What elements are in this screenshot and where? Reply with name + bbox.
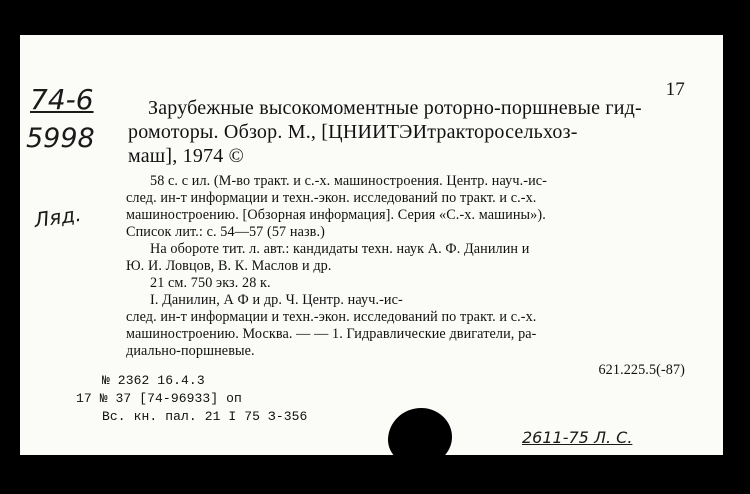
desc-line-5: На обороте тит. л. авт.: кандидаты техн. наук А. Ф. Данилин и (150, 241, 530, 257)
desc-line-8: I. Данилин, А Ф и др. Ч. Центр. науч.-ис- (150, 292, 403, 308)
desc-line-10: машиностроению. Москва. — — 1. Гидравлические двигатели, ра- (126, 326, 537, 342)
footer-line-2: 17 № 37 [74-96933] оп (76, 391, 242, 406)
handwritten-accession-number: 5998 (26, 123, 95, 154)
handwritten-bottom-note: 2611-75 Л. С. (522, 428, 633, 447)
desc-line-1: 58 с. с ил. (М-во тракт. и с.-х. машиностроения. Центр. науч.-ис- (150, 173, 547, 189)
page-number: 17 (665, 79, 685, 100)
handwritten-side-note: Ляд. (32, 201, 83, 233)
title-line-2: ромоторы. Обзор. М., [ЦНИИТЭИтракторосельхоз- (128, 121, 578, 143)
title-line-3: маш], 1974 © (128, 145, 245, 167)
desc-line-4: Список лит.: с. 54—57 (57 назв.) (126, 224, 325, 240)
desc-line-6: Ю. И. Ловцов, В. К. Маслов и др. (126, 258, 332, 274)
desc-line-9: след. ин-т информации и техн.-экон. исследований по тракт. и с.-х. (126, 309, 537, 325)
desc-line-11: диально-поршневые. (126, 343, 255, 359)
footer-line-1: № 2362 16.4.3 (102, 373, 205, 388)
desc-line-2: след. ин-т информации и техн.-экон. исследований по тракт. и с.-х. (126, 190, 537, 206)
desc-line-3: машиностроению. [Обзорная информация]. Серия «С.-х. машины»). (126, 207, 546, 223)
footer-line-3: Вс. кн. пал. 21 I 75 З-356 (102, 409, 308, 424)
desc-line-7: 21 см. 750 экз. 28 к. (150, 275, 271, 291)
title-line-1: Зарубежные высокомоментные роторно-поршневые гид- (148, 97, 642, 119)
udc-code: 621.225.5(-87) (598, 362, 685, 378)
catalog-card (20, 35, 723, 455)
ink-blot (388, 408, 452, 466)
handwritten-shelf-mark: 74-6 (30, 83, 94, 116)
